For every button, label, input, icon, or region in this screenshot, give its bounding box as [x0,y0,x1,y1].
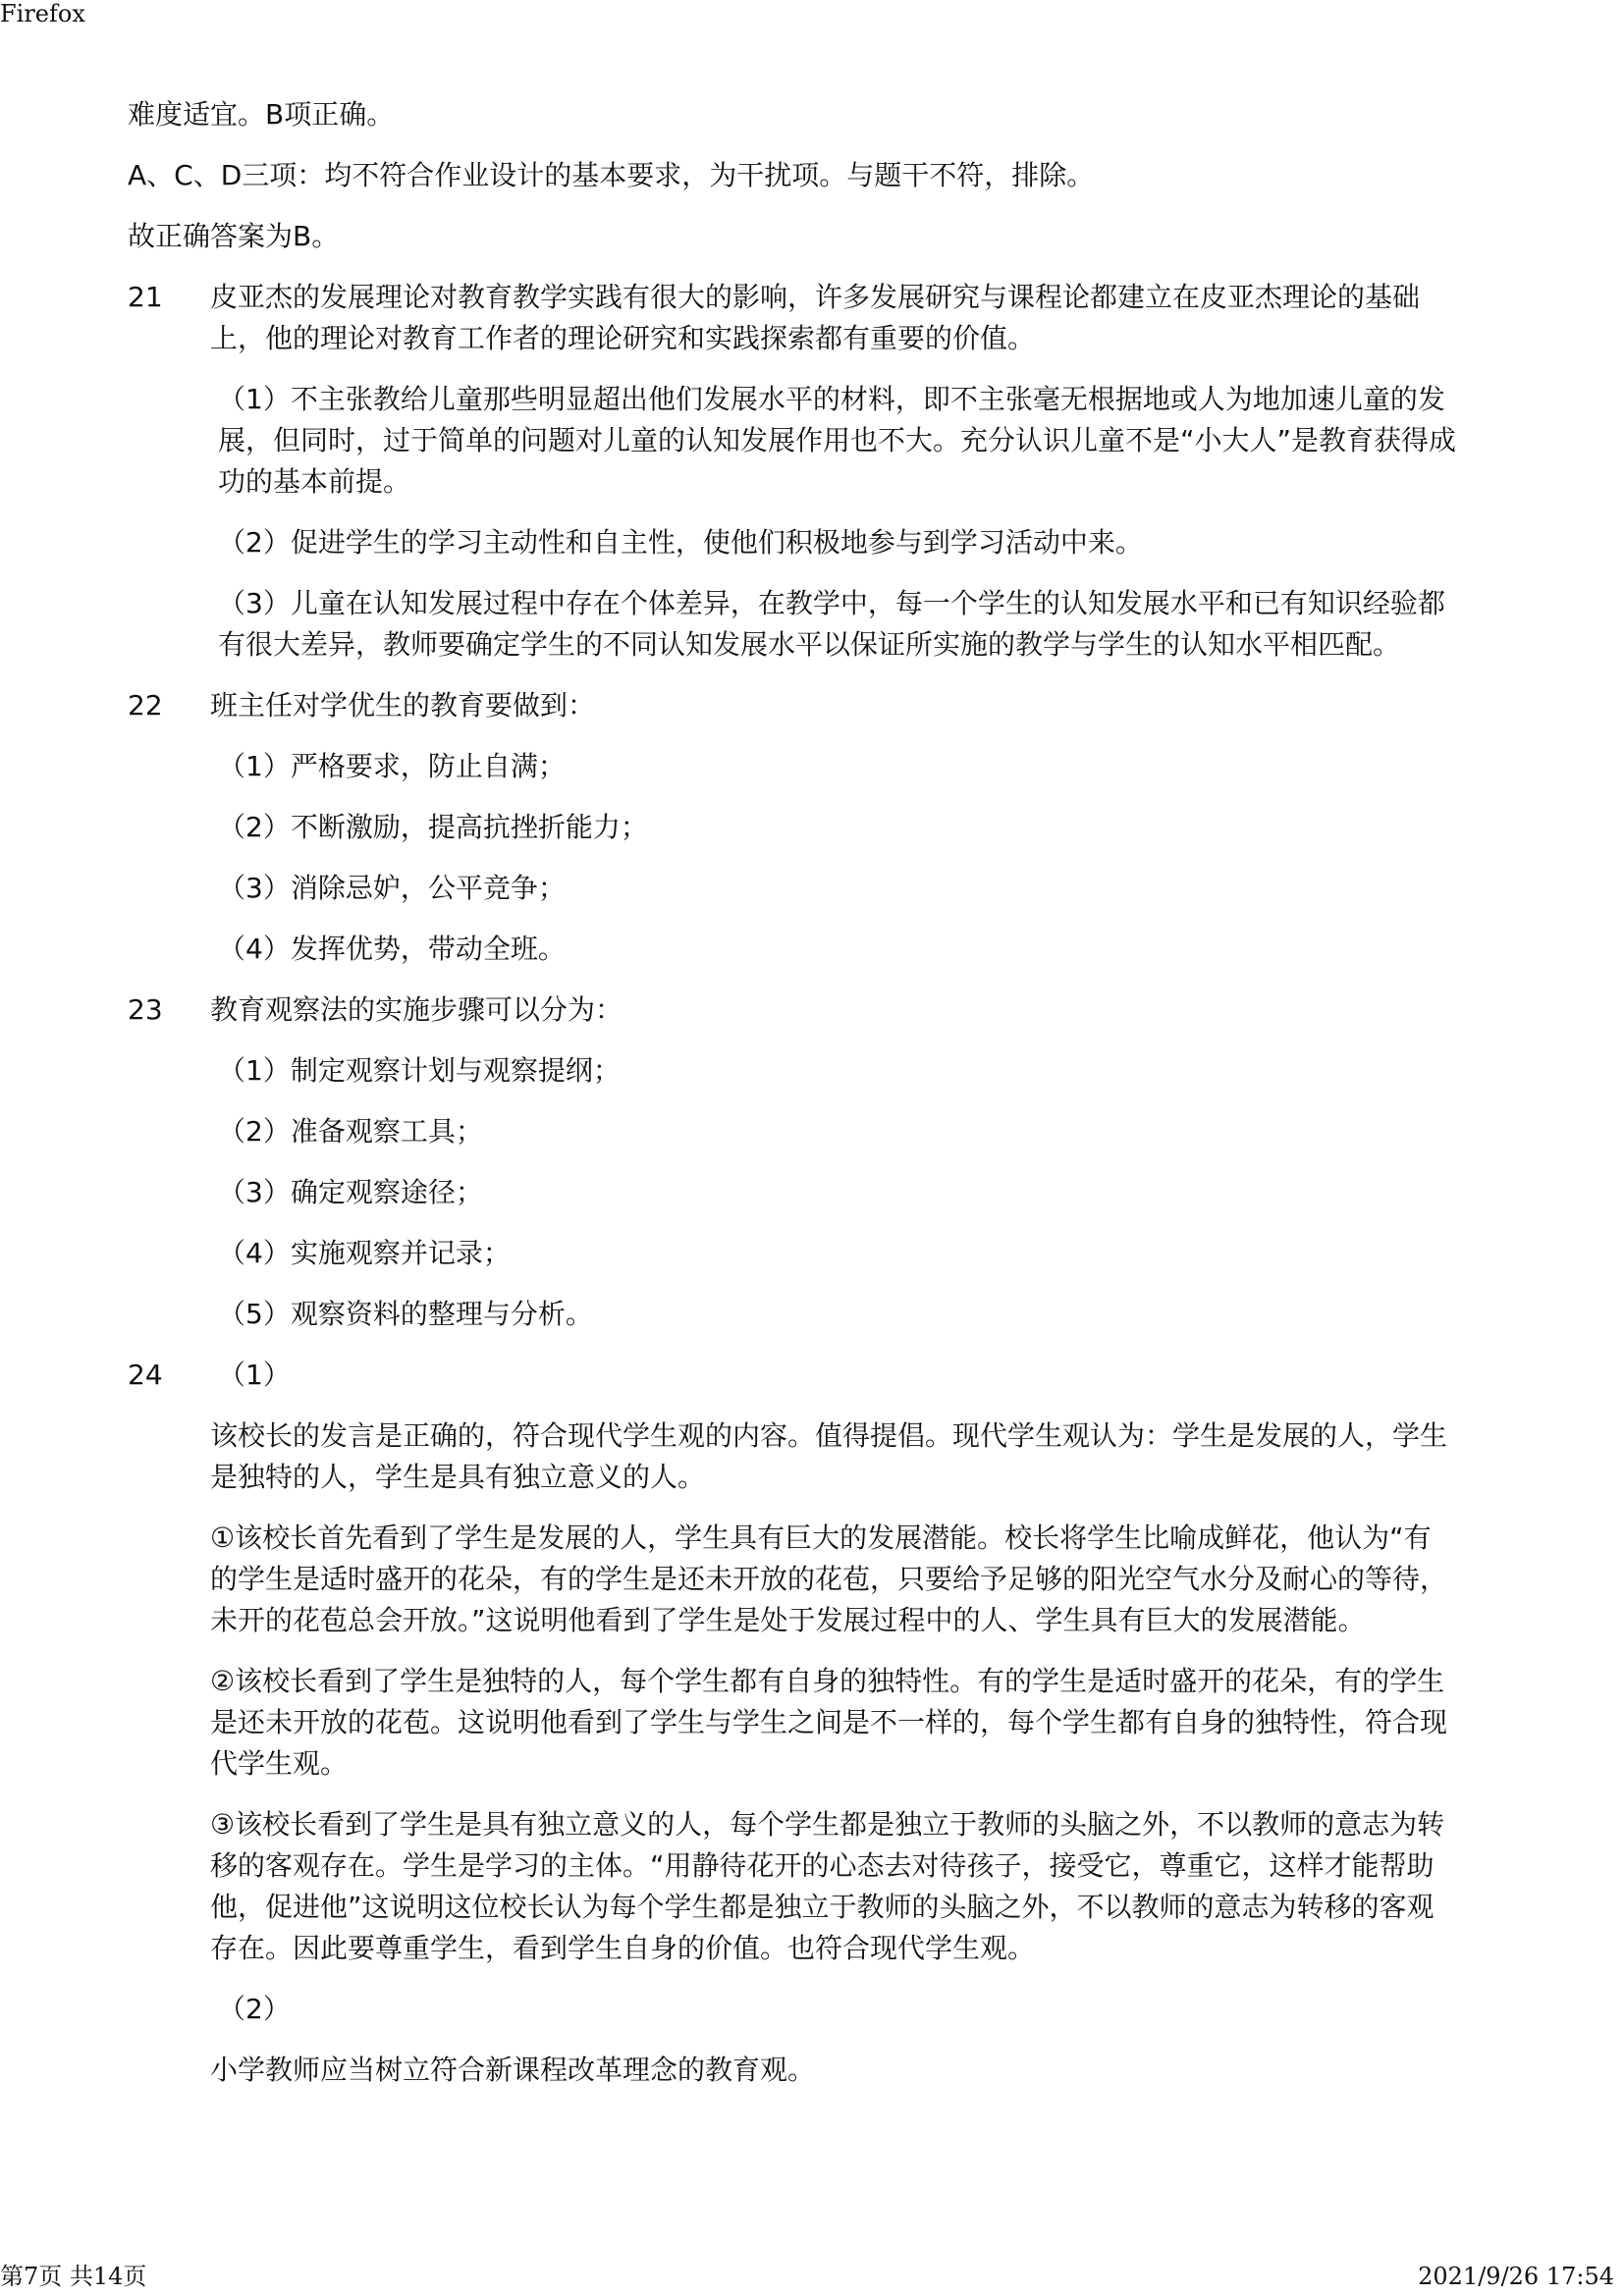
answer-item [0,746,1624,787]
answer-paragraph-text: ②该校长看到了学生是独特的人，每个学生都有自身的独特性。有的学生是适时盛开的花朵，有的学生是还未开放的花苞。这说明他看到了学生与学生之间是不一样的，每个学生都有自身的独特性，符合现代学生观。 [210,1665,1448,1780]
answer-item [0,929,1624,970]
answer-item-text: （3）儿童在认知发展过程中存在个体差异，在教学中，每一个学生的认知发展水平和已有知识经验都有很大差异，教师要确定学生的不同认知发展水平以保证所实施的教学与学生的认知水平相匹配。 [218,587,1445,661]
page-info: 第7页 共14页 [0,2263,147,2290]
sub-question-label: （1） [218,1359,291,1391]
answer-item-text: （4）发挥优势，带动全班。 [218,933,566,965]
answer-item [0,1050,1624,1092]
answer-item [0,1111,1624,1152]
sub-question [0,1989,1624,2030]
document-body [0,94,1624,2110]
answer-paragraph-text: 该校长的发言是正确的，符合现代学生观的内容。值得提倡。现代学生观认为：学生是发展的人，学生是独特的人，学生是具有独立意义的人。 [210,1419,1448,1493]
answer-paragraph: 难度适宜。B项正确。 [128,98,395,131]
question-text: 教育观察法的实施步骤可以分为： [210,993,623,1026]
browser-print-header: Firefox [0,0,85,27]
answer-item [0,522,1624,563]
question-22 [0,685,1624,726]
answer-paragraph: 故正确答案为B。 [128,220,340,252]
browser-print-footer [0,2261,1624,2292]
answer-paragraph [0,2050,1624,2091]
answer-paragraph-text: ①该校长首先看到了学生是发展的人，学生具有巨大的发展潜能。校长将学生比喻成鲜花，他认为“有的学生是适时盛开的花朵，有的学生是还未开放的花苞，只要给予足够的阳光空气水分及耐心的等待，未开的花苞总会开放。”这说明他看到了学生是处于发展过程中的人、学生具有巨大的发展潜能。 [210,1522,1448,1636]
answer-paragraph [0,1518,1624,1641]
answer-item-text: （2）准备观察工具； [218,1115,483,1148]
answer-item-text: （3）确定观察途径； [218,1176,483,1208]
answer-item-text: （2）促进学生的学习主动性和自主性，使他们积极地参与到学习活动中来。 [218,526,1143,559]
question-number: 24 [128,1359,163,1391]
answer-item-text: （4）实施观察并记录； [218,1237,511,1269]
answer-paragraph-text: ③该校长看到了学生是具有独立意义的人，每个学生都是独立于教师的头脑之外，不以教师的意志为转移的客观存在。学生是学习的主体。“用静待花开的心态去对待孩子，接受它，尊重它，这样才能帮助他，促进他”这说明这位校长认为每个学生都是独立于教师的头脑之外，不以教师的意志为转移的客观存在。因此要尊重学生，看到学生自身的价值。也符合现代学生观。 [210,1808,1445,1964]
answer-item-text: （1）不主张教给儿童那些明显超出他们发展水平的材料，即不主张毫无根据地或人为地加速儿童的发展，但同时，过于简单的问题对儿童的认知发展作用也不大。充分认识儿童不是“小大人”是教育获得成功的基本前提。 [218,383,1457,498]
question-number: 23 [128,993,163,1026]
answer-item-text: （3）消除忌妒，公平竞争； [218,872,566,904]
answer-item [0,1294,1624,1335]
answer-paragraph-text: 小学教师应当树立符合新课程改革理念的教育观。 [210,2054,816,2086]
question-number: 21 [128,281,163,313]
answer-item [0,807,1624,848]
answer-item-text: （5）观察资料的整理与分析。 [218,1298,593,1330]
answer-item [0,1172,1624,1213]
print-datetime: 2021/9/26 17:54 [1418,2263,1614,2290]
answer-item [0,583,1624,666]
question-number: 22 [128,689,163,721]
answer-paragraph [0,1415,1624,1498]
answer-item [0,868,1624,909]
question-text: 班主任对学优生的教育要做到： [210,689,596,721]
sub-question-label: （2） [218,1993,291,2025]
answer-item [0,379,1624,503]
question-21 [0,277,1624,359]
answer-item-text: （2）不断激励，提高抗挫折能力； [218,811,648,843]
question-24 [0,1355,1624,1396]
question-text: 皮亚杰的发展理论对教育教学实践有很大的影响，许多发展研究与课程论都建立在皮亚杰理论的基础上，他的理论对教育工作者的理论研究和实践探索都有重要的价值。 [210,281,1421,354]
answer-item-text: （1）制定观察计划与观察提纲； [218,1054,621,1087]
answer-item [0,1233,1624,1274]
answer-paragraph [0,1804,1624,1969]
question-23 [0,989,1624,1031]
answer-paragraph [0,1661,1624,1785]
answer-item-text: （1）严格要求，防止自满； [218,750,566,782]
answer-paragraph: A、C、D三项：均不符合作业设计的基本要求，为干扰项。与题干不符，排除。 [128,159,1095,191]
